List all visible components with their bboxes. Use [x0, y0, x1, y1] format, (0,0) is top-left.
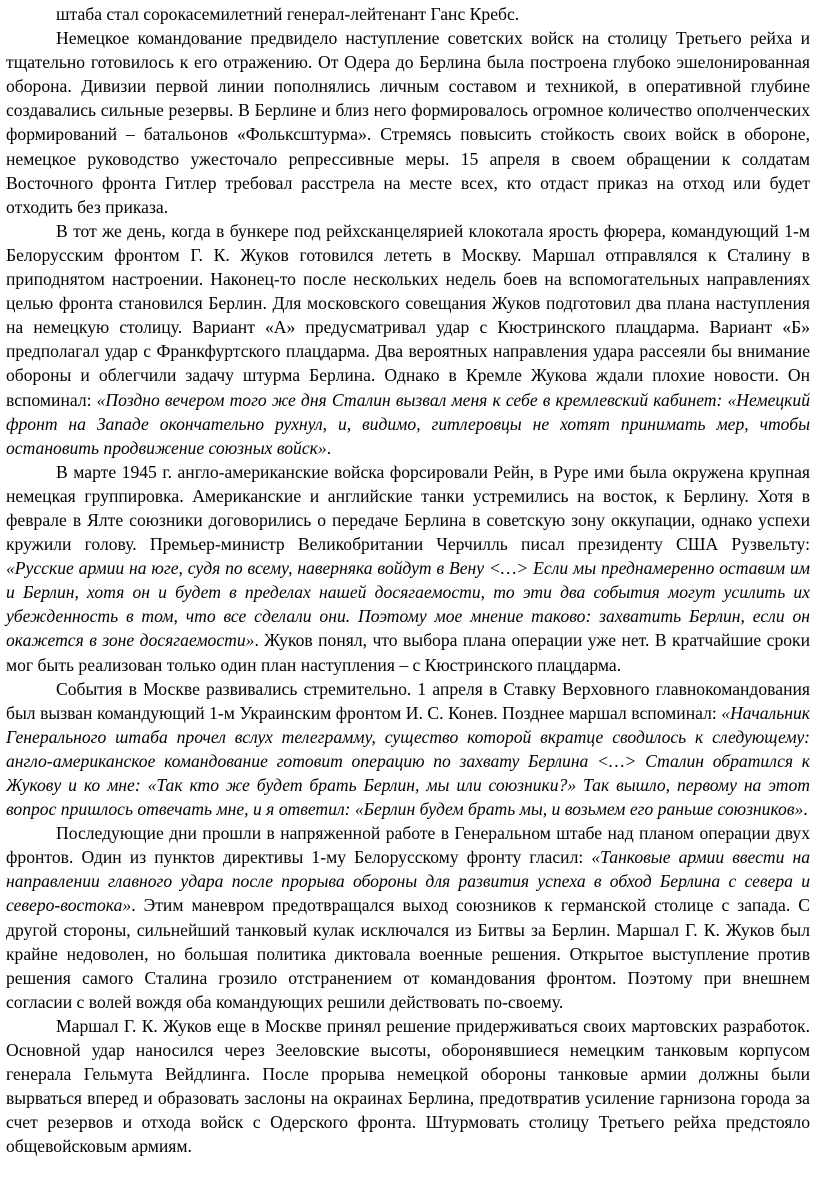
- paragraph-6: [6, 821, 810, 1014]
- text-run: . Жуков понял, что выбора плана операции уже нет. В кратчайшие сроки мог быть реализован только один план наступления – с Кюстринского плацдарма.: [6, 630, 810, 675]
- quote-run: «Танковые армии ввести на направлении главного удара после прорыва обороны для развития успеха в обход Берлина с севера и северо-востока»: [6, 847, 810, 916]
- quote-run: «Русские армии на юге, судя по всему, наверняка войдут в Вену <…> Если мы преднамеренно оставим им и Берлин, хотя он и будет в пределах нашей досягаемости, то эти два события могут усилить их убежденность в том, что все сделали они. Поэтому мое мнение таково: захватить Берлин, если он окажется в зоне досягаемости»: [6, 558, 810, 651]
- quote-run: «Начальник Генерального штаба прочел вслух телеграмму, существо которой вкратце сводилось к следующему: англо-американское командование готовит операцию по захвату Берлина <…> Сталин обратился к Жукову и ко мне: «Так кто же будет брать Берлин, мы или союзники?» Так вышло, первому на этот вопрос пришлось отвечать мне, и я ответил: «Берлин будем брать мы, и возьмем его раньше союзников»: [6, 702, 810, 820]
- paragraph-1: [6, 2, 810, 26]
- paragraph-7: [6, 1014, 810, 1159]
- text-run: Последующие дни прошли в напряженной работе в Генеральном штабе над планом операции двух фронтов. Один из пунктов директивы 1-му Белорусскому фронту гласил:: [6, 823, 810, 868]
- text-run: Маршал Г. К. Жуков еще в Москве принял решение придерживаться своих мартовских разработок. Основной удар наносился через Зееловские высоты, оборонявшиеся немецким танковым корпусом генерала Гельмута Вейдлинга. После прорыва немецкой обороны танковые армии должны были вырваться вперед и образовать заслоны на окраинах Берлина, предотвратив усиление гарнизона города за счет резервов и отхода войск с Одерского фронта. Штурмовать столицу Третьего рейха предстояло общевойсковым армиям.: [6, 1015, 810, 1157]
- paragraph-4: [6, 460, 810, 677]
- paragraph-5: [6, 677, 810, 822]
- paragraph-3: [6, 219, 810, 460]
- text-run: . Этим маневром предотвращался выход союзников к германской столице с запада. С другой стороны, сильнейший танковый кулак исключался из Битвы за Берлин. Маршал Г. К. Жуков был крайне недоволен, но большая политика диктовала военные решения. Открытое выступление против решения самого Сталина грозило отстранением от командования фронтом. Поэтому при внешнем согласии с волей вождя оба командующих решили действовать по-своему.: [6, 895, 810, 1012]
- text-run: В тот же день, когда в бункере под рейхсканцелярией клокотала ярость фюрера, командующий 1-м Белорусским фронтом Г. К. Жуков готовился лететь в Москву. Маршал отправлялся к Сталину в приподнятом настроении. Наконец-то после нескольких недель боев на вспомогательных направлениях целью фронта становился Берлин. Для московского совещания Жуков подготовил два плана наступления на немецкую столицу. Вариант «А» предусматривал удар с Кюстринского плацдарма. Вариант «Б» предполагал удар с Франкфуртского плацдарма. Два вероятных направления удара рассеяли бы внимание обороны и облегчили задачу штурма Берлина. Однако в Кремле Жукова ждали плохие новости. Он вспоминал:: [6, 220, 810, 410]
- text-run: Немецкое командование предвидело наступление советских войск на столицу Третьего рейха и тщательно готовилось к его отражению. От Одера до Берлина была построена глубоко эшелонированная оборона. Дивизии первой линии пополнялись личным составом и техникой, в оперативной глубине создавались сильные резервы. В Берлине и близ него формировалось огромное количество ополченческих формирований – батальонов «Фольксштурма». Стремясь повысить стойкость своих войск в обороне, немецкое руководство ужесточало репрессивные меры. 15 апреля в своем обращении к солдатам Восточного фронта Гитлер требовал расстрела на месте всех, кто отдаст приказ на отход или будет отходить без приказа.: [6, 28, 810, 217]
- paragraph-2: [6, 26, 810, 219]
- text-run: штаба стал сорокасемилетний генерал-лейтенант Ганс Кребс.: [56, 4, 520, 24]
- text-run: События в Москве развивались стремительно. 1 апреля в Ставку Верховного главнокомандования был вызван командующий 1-м Украинским фронтом И. С. Конев. Позднее маршал вспоминал:: [6, 678, 810, 723]
- text-run: В марте 1945 г. англо-американские войска форсировали Рейн, в Руре ими была окружена крупная немецкая группировка. Американские и английские танки устремились на восток, к Берлину. Хотя в феврале в Ялте союзники договорились о передаче Берлина в советскую зону оккупации, однако успехи кружили голову. Премьер-министр Великобритании Черчилль писал президенту США Рузвельту:: [6, 461, 810, 555]
- quote-run: «Поздно вечером того же дня Сталин вызвал меня к себе в кремлевский кабинет: «Немецкий фронт на Западе окончательно рухнул, и, видимо, гитлеровцы не хотят принимать мер, чтобы остановить продвижение союзных войск»: [6, 389, 811, 458]
- text-run: .: [326, 437, 332, 458]
- text-run: .: [803, 799, 808, 820]
